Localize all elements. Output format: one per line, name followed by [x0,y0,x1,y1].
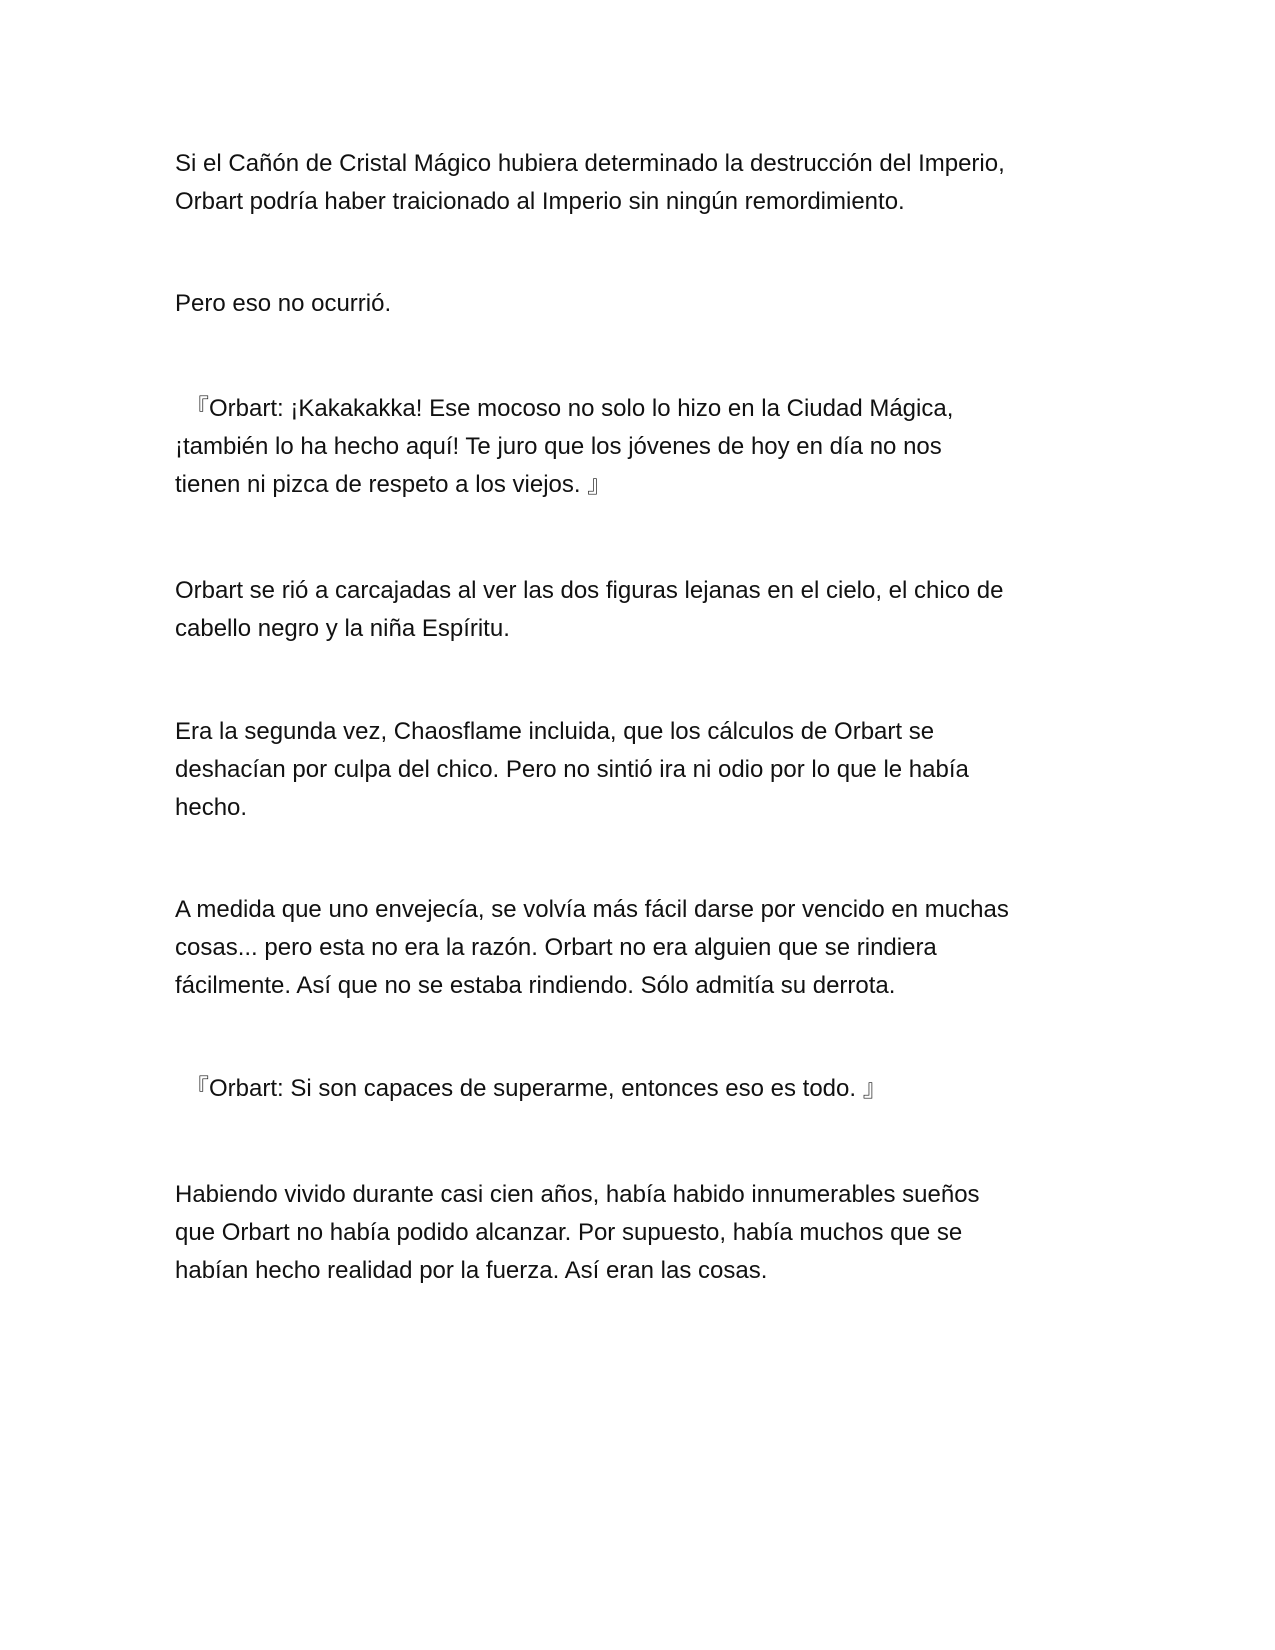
text-line: A medida que uno envejecía, se volvía más fácil darse por vencido en muchas [175,896,1009,923]
paragraph-2 [175,285,1105,323]
text-line: Orbart podría haber traicionado al Imperio sin ningún remordimiento. [175,188,905,215]
text-line: habían hecho realidad por la fuerza. Así eran las cosas. [175,1257,768,1284]
text-line: 『Orbart: Si son capaces de superarme, entonces eso es todo. 』 [185,1075,887,1102]
paragraph-1 [175,145,1105,221]
text-line: Pero eso no ocurrió. [175,290,392,317]
text-line: tienen ni pizca de respeto a los viejos. 』 [175,471,612,498]
text-line: Orbart se rió a carcajadas al ver las dos figuras lejanas en el cielo, el chico de [175,577,1004,604]
dialogue-paragraph-2 [175,1070,1105,1108]
text-line: fácilmente. Así que no se estaba rindiendo. Sólo admitía su derrota. [175,972,896,999]
text-line: Era la segunda vez, Chaosflame incluida, que los cálculos de Orbart se [175,718,935,745]
text-line: Si el Cañón de Cristal Mágico hubiera determinado la destrucción del Imperio, [175,150,1005,177]
paragraph-8 [175,1176,1105,1290]
text-line: hecho. [175,794,248,821]
paragraph-4 [175,572,1105,648]
text-line: cabello negro y la niña Espíritu. [175,615,510,642]
text-line: 『Orbart: ¡Kakakakka! Ese mocoso no solo lo hizo en la Ciudad Mágica, [185,395,954,422]
text-line: Habiendo vivido durante casi cien años, había habido innumerables sueños [175,1181,980,1208]
text-line: que Orbart no había podido alcanzar. Por supuesto, había muchos que se [175,1219,963,1246]
text-line: cosas... pero esta no era la razón. Orbart no era alguien que se rindiera [175,934,937,961]
paragraph-6 [175,891,1105,1005]
text-line: ¡también lo ha hecho aquí! Te juro que los jóvenes de hoy en día no nos [175,433,942,460]
dialogue-paragraph-1 [175,390,1105,504]
text-line: deshacían por culpa del chico. Pero no sintió ira ni odio por lo que le había [175,756,969,783]
paragraph-5 [175,713,1105,827]
